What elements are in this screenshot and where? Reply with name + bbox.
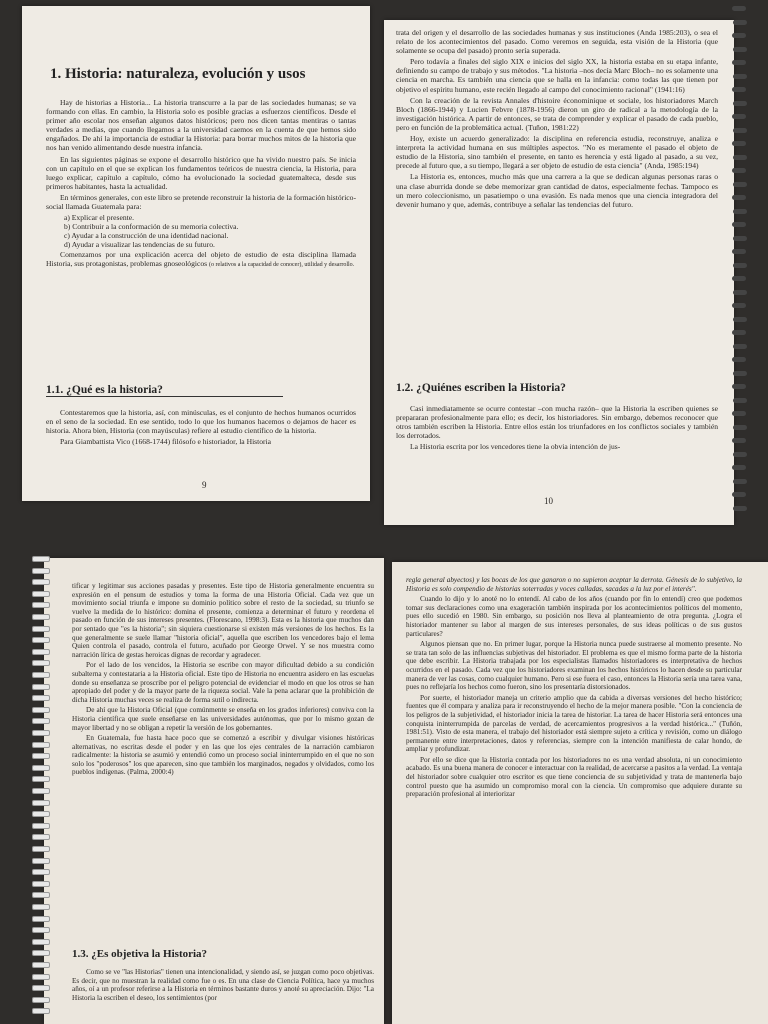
spiral-ring: [732, 222, 746, 227]
spiral-ring: [732, 141, 746, 146]
paragraph: Pero todavía a finales del siglo XIX e inicios del siglo XX, la historia estaba en su etapa infante, definiendo su campo de trabajo y sus métodos. "La historia –nos decía Marc Bloch– no es solamente una ciencia en marcha. Es también una ciencia que se halla en la infancia: como todas las que tienen por objetivo el espíritu humano, este recién llegado al campo del conocimiento racional" (1941:16): [396, 57, 718, 94]
list-item: c) Ayudar a la construcción de una identidad nacional.: [64, 231, 229, 241]
spiral-ring: [733, 155, 747, 160]
spiral-ring: [32, 626, 50, 632]
spiral-ring: [732, 492, 746, 497]
spiral-ring: [32, 904, 50, 910]
paragraph-note: (o relativos a la capacidad de conocer), utilidad y desarrollo.: [209, 261, 355, 268]
spiral-ring: [32, 695, 50, 701]
section-body: [46, 408, 356, 448]
spiral-ring: [32, 718, 50, 724]
spiral-ring: [32, 684, 50, 690]
spiral-ring: [32, 776, 50, 782]
spiral-ring: [733, 74, 747, 79]
spiral-ring: [32, 997, 50, 1003]
spiral-ring: [32, 742, 50, 748]
spiral-binding-right: [728, 0, 768, 540]
spiral-ring: [732, 411, 746, 416]
spiral-ring: [733, 371, 747, 376]
spiral-ring: [32, 672, 50, 678]
paragraph: Para Giambattista Vico (1668-1744) filósofo e historiador, la Historia: [60, 437, 272, 447]
spiral-ring: [32, 765, 50, 771]
spiral-ring: [32, 800, 50, 806]
spiral-ring: [32, 556, 50, 562]
section-body: [72, 968, 374, 1004]
page-number: 10: [544, 496, 553, 506]
paragraph: Por el lado de los vencidos, la Historia se escribe con mayor dificultad debido a su condición subalterna y contestataria a la Historia oficial. Este tipo de Historia no encuentra asidero en las escuelas donde su enseñanza se proscribe por el peligro potencial de evidenciar el modo en que los otros se han apropiado del poder y de la mayor parte de la riqueza social. Vale la pena aclarar que la prohibición de dicha Historia muchas veces se realiza de forma sutil o indirecta.: [72, 661, 374, 704]
spiral-ring: [32, 649, 50, 655]
paragraph: Por suerte, el historiador maneja un criterio amplio que da cabida a diversas versiones del hecho histórico; fuentes que él compara y analiza para ir reconstruyendo el hecho de la mejor manera posible. "Con la conciencia de los peligros de la subjetividad, el historiador inicia la tarea de historiar. La tarea de hacer Historia será entonces una conquista ininterrumpida de parcelas de verdad, de acercamientos progresivos a la verdad histórica..." (Tuñón, 1981:51). Visto de esta manera, el trabajo del historiador está siempre sujeto a crítica y revisión, como un diálogo permanente entre interpretaciones, datos y referencias, siempre con la intención manifiesta de calar hondo, de ampliar y profundizar.: [406, 693, 742, 754]
spiral-ring: [32, 927, 50, 933]
paragraph: tificar y legitimar sus acciones pasadas y presentes. Este tipo de Historia generalmente encuentra su expresión en el pensum de estudios y toma la forma de una Historia Oficial. Cada vez que un movimiento social triunfa e impone su dominio político sobre el resto de la sociedad, su triunfo se vuelve la medida de lo histórico: domina el presente, comienza a determinar el futuro y reordena el pasado en función de sus intereses presentes. (Florescano, 1998:3). Esta es la historia que muchos dan por sentado que "es la historia"; sin siquiera cuestionarse si existen más versiones de los hechos. Es la que generalmente se suele llamar "historia oficial", aquella que escriben los vencedores bajo el lema Quien controla el pasado, controla el futuro, acuñado por George Orwel. Y se nos muestra como narración lírica de gestas heroicas dignas de recordar y agradecer.: [72, 582, 374, 659]
spiral-ring: [32, 730, 50, 736]
spiral-ring: [733, 479, 747, 484]
spiral-ring: [32, 788, 50, 794]
spiral-ring: [32, 753, 50, 759]
spiral-ring: [733, 20, 747, 25]
paragraph: regla general abyectos) y las bocas de los que ganaron o no supieron aceptar la derrota. Génesis de lo subjetivo, la Historia es solo compendio de historias soterradas y voces calladas, sacadas a la luz por el interés".: [406, 576, 742, 593]
spiral-ring: [732, 33, 746, 38]
paragraph: Con la creación de la revista Annales d'histoire économinique et sociale, los historiadores March Bloch (1866-1944) y Lucien Febvre (1878-1956) dieron un giro de radical a la metodología de la investigación histórica. A partir de entonces, se trata de comprender y explicar el pasado de cada pueblo, pero en función de la problemática actual. (Tuñon, 1981:22): [396, 95, 718, 132]
spiral-ring: [733, 290, 747, 295]
spiral-ring: [32, 916, 50, 922]
page-9: [22, 6, 370, 501]
spiral-ring: [733, 209, 747, 214]
page-10: [384, 20, 734, 525]
page-number: 9: [202, 480, 207, 490]
list-item: b) Contribuir a la conformación de su memoria colectiva.: [64, 222, 239, 232]
spiral-ring: [32, 846, 50, 852]
spiral-ring: [32, 614, 50, 620]
spiral-ring: [732, 114, 746, 119]
spiral-binding-left: [30, 548, 60, 1024]
section-title: 1.2. ¿Quiénes escriben la Historia?: [396, 382, 566, 394]
paragraph: Contestaremos que la historia, así, con minúsculas, es el conjunto de hechos humanos ocurridos en el seno de la sociedad. En ese sentido, todo lo que los humanos hacemos o dejamos de hacer es historia. Ahora bien, Historia (con mayúsculas) refiere al estudio científico de la historia.: [46, 408, 356, 436]
spiral-ring: [732, 330, 746, 335]
spiral-ring: [732, 384, 746, 389]
list-item: a) Explicar el presente.: [64, 213, 134, 223]
spiral-ring: [733, 344, 747, 349]
spiral-ring: [32, 985, 50, 991]
spiral-ring: [32, 823, 50, 829]
spiral-ring: [32, 858, 50, 864]
spiral-ring: [32, 579, 50, 585]
page-10-body: [396, 28, 718, 211]
page-11: [44, 558, 384, 1024]
paragraph: [46, 250, 356, 270]
paragraph: La Historia escrita por los vencedores tiene la obvia intención de jus-: [410, 442, 621, 452]
paragraph: Hay de historias a Historia... La historia transcurre a la par de las sociedades humanas; se va formando con ellas. En cambio, la Historia solo es posible gracias a esfuerzos científicos. Desde el primer año escolar nos enseñan algunos datos históricos; pero nos dicen tantas mentiras o tantas verdades a medias, que cuando llegamos a la universidad caemos en la cuenta de que hemos sido engañados. De ahí la importancia de estudiar la Historia: para borrar muchos mitos de la historia que nos han venido alimentando desde nuestra infancia.: [46, 98, 356, 153]
spiral-ring: [733, 506, 747, 511]
spiral-ring: [32, 939, 50, 945]
spiral-ring: [733, 398, 747, 403]
section-title: 1.3. ¿Es objetiva la Historia?: [72, 948, 208, 960]
paragraph: De ahí que la Historia Oficial (que comúnmente se enseña en los grados inferiores) conviva con la Historia científica que suele enseñarse en las universidades autónomas, que por lo mismo gozan de mayor libertad y no se obligan a repetir la versión de los gobernantes.: [72, 706, 374, 732]
section-body: [396, 404, 718, 453]
spiral-ring: [32, 962, 50, 968]
spiral-ring: [32, 869, 50, 875]
spiral-ring: [32, 707, 50, 713]
spiral-ring: [32, 602, 50, 608]
spiral-ring: [732, 195, 746, 200]
spiral-ring: [732, 249, 746, 254]
paragraph: Cuando lo dijo y lo anoté no lo entendí. Al cabo de los años (cuando por fin lo entendí) creo que podemos tomar sus declaraciones como una exageración también inspirada por los acontecimientos políticos del momento, pues ello sucedió en 1980. Sin embargo, su posición nos lleva al planteamiento de otra pregunta. ¿Logra el historiador mantener su labor al margen de sus intereses personales, de sus ideas políticas o de sus gustos particulares?: [406, 595, 742, 638]
spiral-ring: [32, 881, 50, 887]
spiral-ring: [32, 834, 50, 840]
page-9-body: [46, 98, 356, 272]
spiral-ring: [32, 950, 50, 956]
spiral-ring: [32, 568, 50, 574]
spiral-ring: [32, 1008, 50, 1014]
spiral-ring: [733, 101, 747, 106]
spiral-ring: [732, 276, 746, 281]
section-title: 1.1. ¿Qué es la historia?: [46, 384, 283, 397]
paragraph: Casi inmediatamente se ocurre contestar –con mucha razón– que la Historia la escriben quienes se prepararan profesionalmente para ello; es decir, los historiadores. Sin embargo, debemos reconocer que otros también escriben la Historia. Entre ellos están los triunfadores en los conflictos sociales y también los derrotados.: [396, 404, 718, 441]
paragraph: En términos generales, con este libro se pretende reconstruir la historia de la formación histórico-social llamada Guatemala para:: [46, 192, 356, 212]
paragraph: En Guatemala, fue hasta hace poco que se comenzó a escribir y divulgar visiones históricas alternativas, no escritas desde el poder y en las que los ejes centrales de la narración cambiaron radicalmente: la historia se asumió y entendió como un proceso social ininterrumpido en el que no son solo los "poderosos" los que aparecen, sino que también los marginados, negados y olvidados, como los pueblos indígenas. (Palma, 2000:4): [72, 734, 374, 777]
spiral-ring: [32, 637, 50, 643]
spiral-ring: [732, 60, 746, 65]
paragraph-text: Comenzamos por una explicación acerca del objeto de estudio de esta disciplina llamada Historia, sus protagonistas, problemas gnoseológicos: [46, 249, 356, 268]
objectives-list: [46, 213, 356, 249]
page-11-body: [72, 582, 374, 779]
list-item: d) Ayudar a visualizar las tendencias de su futuro.: [64, 240, 215, 250]
spiral-ring: [732, 303, 746, 308]
spiral-ring: [733, 47, 747, 52]
spiral-ring: [732, 465, 746, 470]
spiral-ring: [32, 974, 50, 980]
paragraph: Hoy, existe un acuerdo generalizado: la disciplina en referencia estudia, reconstruye, analiza e interpreta la actividad humana en sus múltiples aspectos. "No es meramente el pasado el objeto de estudio de la Historia, sino también el presente, en tanto es herencia y está ligado al pasado, a su vez, precede al futuro que, a su tiempo, llegará a ser objeto de estudio de esta ciencia" (Anda, 1985:194): [396, 134, 718, 171]
spiral-ring: [732, 357, 746, 362]
spiral-ring: [733, 425, 747, 430]
paragraph: trata del origen y el desarrollo de las sociedades humanas y sus instituciones (Anda 1985:203), o sea el relato de los acontecimientos del pasado. Como veremos en seguida, esta visión de la Historia (que solamente se ocupa del pasado) pronto sería superada.: [396, 28, 718, 56]
spiral-ring: [32, 660, 50, 666]
paragraph: La Historia es, entonces, mucho más que una carrera a la que se dedican algunas personas raras o una clase aburrida donde se debe memorizar gran cantidad de datos, especialmente fechas. Tampoco es un mero coleccionismo, un pasatiempo o una evasión. Es nada menos que una ciencia integradora del devenir humano y que, además, contribuye a señalar las tendencias del futuro.: [396, 172, 718, 209]
spiral-ring: [733, 452, 747, 457]
chapter-title: 1. Historia: naturaleza, evolución y usos: [50, 66, 306, 82]
spiral-ring: [733, 182, 747, 187]
spiral-ring: [32, 811, 50, 817]
spiral-ring: [32, 591, 50, 597]
spiral-ring: [733, 317, 747, 322]
spiral-ring: [733, 128, 747, 133]
paragraph: Como se ve "las Historias" tienen una intencionalidad, y siendo así, se juzgan como poco objetivas. Es decir, que no muestran la realidad como fue o es. En una clase de Ciencia Política, hace ya muchos años, oí a un profesor referirse a la Historia en términos bastante duros y anoté su apreciación. Dijo: "La Historia la escriben el deseo, los sentimientos (por: [72, 968, 374, 1002]
spiral-ring: [32, 892, 50, 898]
page-12: [392, 562, 768, 1024]
spiral-ring: [733, 236, 747, 241]
spiral-ring: [733, 263, 747, 268]
spiral-ring: [732, 438, 746, 443]
spiral-ring: [732, 6, 746, 11]
spiral-ring: [732, 87, 746, 92]
paragraph: Por ello se dice que la Historia contada por los historiadores no es una verdad absoluta, ni un conocimiento acabado. Es una buena manera de conocer e interactuar con la realidad, de acercarse a pasitos a la verdad. La ventaja del historiador sobre cualquier otro escritor es que tiene conciencia de su subjetividad y trata de mantenerla bajo control puesto que ha asumido un compromiso moral con la ciencia. Un compromiso que adquiere durante su preparación profesional al interiorizar: [406, 755, 742, 799]
paragraph: En las siguientes páginas se expone el desarrollo histórico que ha vivido nuestro país. Se inicia con un capítulo en el que se explican los fundamentos teóricos de nuestra ciencia, la Historia, para luego explicar, capítulo a capítulo, cómo ha evolucionado la sociedad guatemalteca, desde sus primeros habitantes, hasta la actualidad.: [46, 154, 356, 191]
paragraph: Algunos piensan que no. En primer lugar, porque la Historia nunca puede sustraerse al momento presente. No se trata tan solo de las influencias subjetivas del historiador. El problema es que el mismo forma parte de la historia que debe escribir. La Historia trabajada por los especialistas llamados historiadores es interpretativa de hechos ocurridos en el pasado. Cada vez que los historiadores examinan los hechos históricos lo hacen desde su particular manera de ver las cosas, como cualquier humano. Pero si ese fuera el caso, entonces la Historia sería una tarea vana, pues no reflejaría los hechos como fueron, sino los presentaría distorsionados.: [406, 640, 742, 692]
spiral-ring: [732, 168, 746, 173]
page-12-body: [406, 576, 742, 801]
